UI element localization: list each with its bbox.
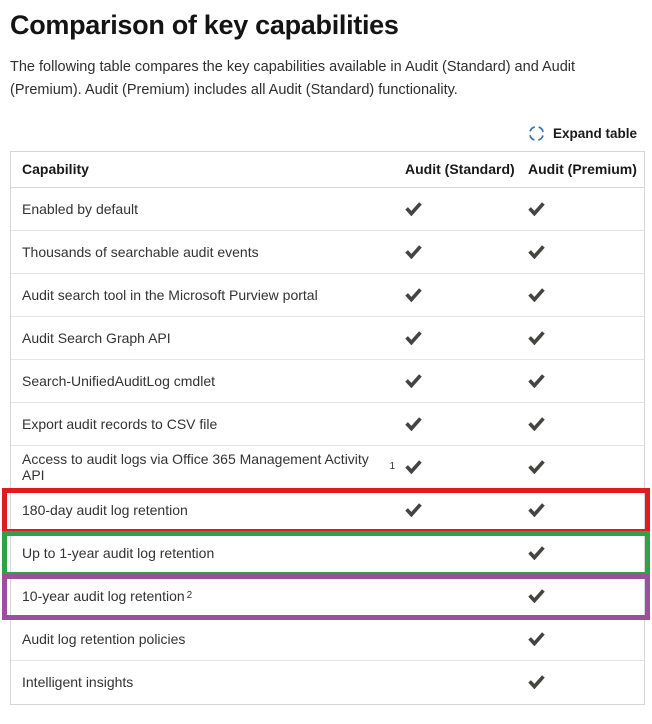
checkmark-icon — [528, 288, 545, 302]
checkmark-icon — [528, 374, 545, 388]
checkmark-icon — [528, 503, 545, 517]
checkmark-icon — [528, 589, 545, 603]
premium-value-cell — [518, 202, 644, 216]
premium-value-cell — [518, 331, 644, 345]
premium-value-cell — [518, 374, 644, 388]
standard-value-cell — [395, 202, 518, 216]
checkmark-icon — [405, 374, 422, 388]
table-row — [11, 317, 644, 360]
capability-cell — [11, 502, 395, 518]
capability-label: Enabled by default — [22, 200, 138, 217]
table-row — [11, 360, 644, 403]
checkmark-icon — [405, 417, 422, 431]
capability-label: Search-UnifiedAuditLog cmdlet — [22, 372, 215, 389]
capability-cell: Access to audit logs via Office 365 Management Activity API 1 — [22, 450, 395, 483]
premium-value-cell — [518, 589, 644, 603]
page-title: Comparison of key capabilities — [10, 10, 399, 40]
table-row — [11, 532, 644, 575]
capabilities-table — [10, 151, 645, 705]
standard-value-cell — [395, 288, 518, 302]
premium-value-cell — [518, 245, 644, 259]
checkmark-icon — [528, 245, 545, 259]
table-row — [11, 446, 644, 489]
checkmark-icon — [528, 675, 545, 689]
capability-cell — [11, 631, 395, 647]
capability-label: 180-day audit log retention — [22, 501, 188, 518]
checkmark-icon — [405, 331, 422, 345]
column-header-audit-premium: Audit (Premium) — [528, 161, 637, 178]
premium-value-cell — [518, 546, 644, 560]
capability-label: Intelligent insights — [22, 674, 134, 691]
capability-cell — [11, 545, 395, 561]
premium-value-cell — [518, 503, 644, 517]
checkmark-icon — [405, 460, 422, 474]
checkmark-icon — [405, 245, 422, 259]
capability-cell — [11, 416, 395, 432]
capability-label: 10-year audit log retention — [22, 587, 185, 604]
standard-value-cell — [395, 460, 518, 474]
standard-value-cell — [395, 417, 518, 431]
checkmark-icon — [528, 632, 545, 646]
standard-value-cell — [395, 245, 518, 259]
expand-table-label: Expand table — [552, 125, 637, 141]
table-row — [11, 231, 644, 274]
capability-label: Access to audit logs via Office 365 Management Activity API — [22, 450, 369, 483]
table-header-row — [11, 152, 644, 188]
standard-value-cell — [395, 503, 518, 517]
checkmark-icon — [405, 288, 422, 302]
capability-cell — [11, 201, 395, 217]
premium-value-cell — [518, 288, 644, 302]
table-toolbar — [10, 125, 637, 142]
premium-value-cell — [518, 675, 644, 689]
capability-cell — [11, 373, 395, 389]
intro-text: The following table compares the key capabilities available in Audit (Standard) and Audit (Premium). Audit (Premium) includes all Audit (Standard) functionality. — [10, 59, 576, 98]
table-row — [11, 661, 644, 704]
table-row — [11, 403, 644, 446]
capability-label: Audit search tool in the Microsoft Purview portal — [22, 286, 318, 303]
capability-cell — [11, 674, 395, 690]
checkmark-icon — [528, 546, 545, 560]
table-row — [11, 188, 644, 231]
capability-label: Audit Search Graph API — [22, 329, 171, 346]
column-header-capability: Capability — [22, 161, 89, 178]
capability-cell — [11, 244, 395, 260]
expand-table-button[interactable] — [528, 125, 637, 142]
checkmark-icon — [405, 202, 422, 216]
capability-cell — [11, 287, 395, 303]
expand-icon — [528, 125, 545, 142]
checkmark-icon — [405, 503, 422, 517]
checkmark-icon — [528, 202, 545, 216]
table-body — [11, 188, 644, 704]
premium-value-cell — [518, 632, 644, 646]
checkmark-icon — [528, 460, 545, 474]
capability-cell — [11, 330, 395, 346]
standard-value-cell — [395, 331, 518, 345]
premium-value-cell — [518, 417, 644, 431]
capability-label: Export audit records to CSV file — [22, 415, 218, 432]
table-row — [11, 489, 644, 532]
capability-label: Thousands of searchable audit events — [22, 243, 259, 260]
table-row — [11, 618, 644, 661]
checkmark-icon — [528, 417, 545, 431]
table-row — [11, 274, 644, 317]
premium-value-cell — [518, 460, 644, 474]
capability-label: Up to 1-year audit log retention — [22, 544, 215, 561]
table-row — [11, 575, 644, 618]
capability-cell: 10-year audit log retention 2 — [22, 587, 193, 604]
standard-value-cell — [395, 374, 518, 388]
checkmark-icon — [528, 331, 545, 345]
column-header-audit-standard: Audit (Standard) — [405, 161, 515, 178]
capability-label: Audit log retention policies — [22, 630, 186, 647]
